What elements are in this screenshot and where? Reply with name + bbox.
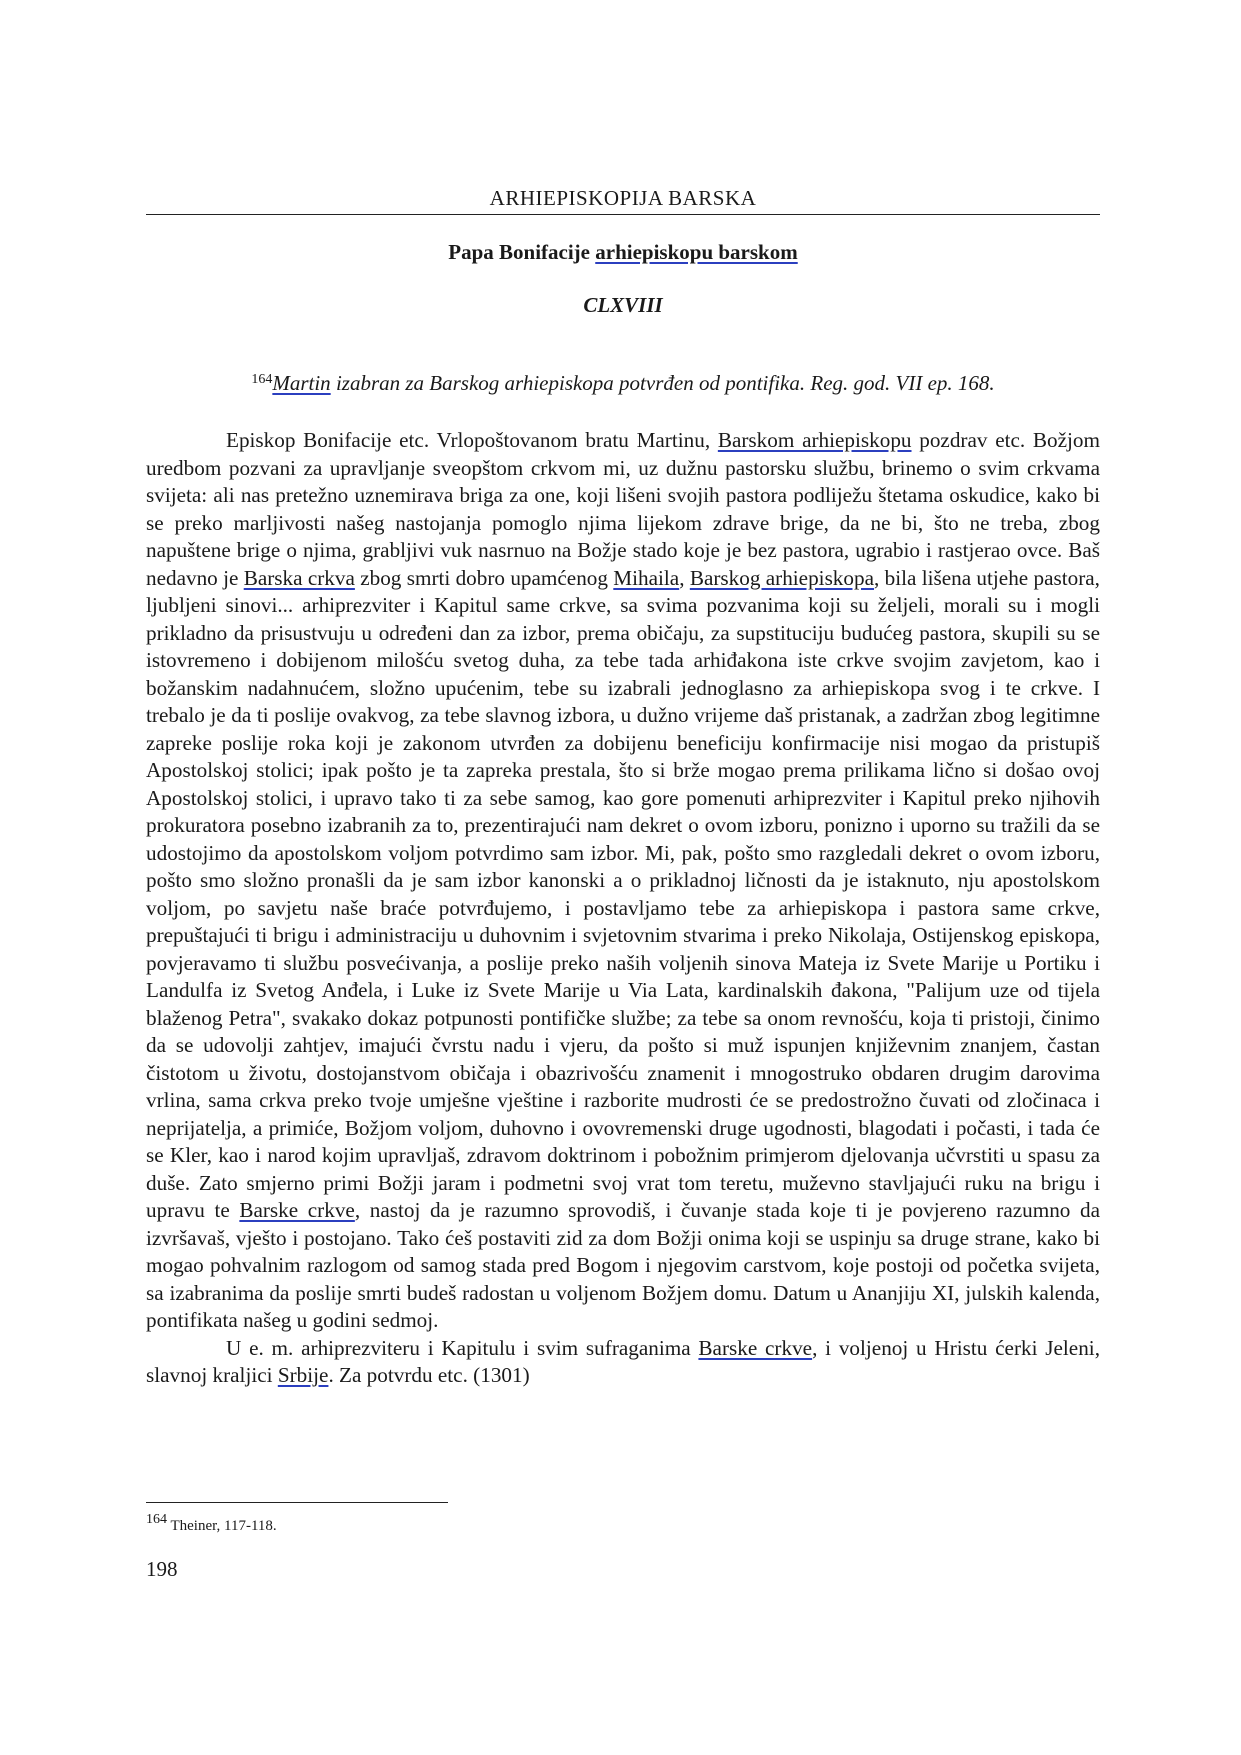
title-prefix: Papa Bonifacije	[448, 240, 596, 264]
document-summary	[146, 371, 1100, 396]
text-run: ,	[679, 565, 690, 590]
page-number: 198	[146, 1557, 178, 1581]
header-rule	[146, 214, 1100, 215]
text-run: , bila lišena utjehe pastora, ljubljeni sinovi... arhiprezviter i Kapitul same crkve, sa svima pozvanima koji su željeli, morali su i mogli prikladno da prisustvuju u određeni dan za izbor, prema običaju, za supstituciju budućeg pastora, skupili su se istovremeno i dobijenom milošću svetog duha, za tebe tada arhiđakona iste crkve svojim zavjetom, kao i božanskim nadahnućem, složno upućenim, tebe su izabrali jednoglasno za arhiepiskopa svog i te crkve. I trebalo je da ti poslije ovakvog, za tebe slavnog izbora, u dužno vrijeme daš pristanak, a zadržan zbog legitimne zapreke poslije roka koji je zakonom utvrđen za dobijenu beneficiju konfirmacije nisi mogao da pristupiš Apostolskoj stolici; ipak pošto je ta zapreka prestala, što si brže mogao prema prilikama lično si došao ovoj Apostolskoj stolici, i upravo tako ti za sebe samog, kao gore pomenuti arhiprezviter i Kapitul preko njihovih prokuratora posebno izabranih za to, prezentirajući nam dekret o ovom izboru, ponizno i uporno su tražili da se udostojimo da apostolskom voljom potvrdimo sam izbor. Mi, pak, pošto smo razgledali dekret o ovom izboru, pošto smo složno pronašli da je sam izbor kanonski a o prikladnoj ličnosti da je istaknuto, nju apostolskom voljom, po savjetu naše braće potvrđujemo, i postavljamo tebe za arhiepiskopa i pastora same crkve, prepuštajući ti brigu i administraciju u duhovnim i svjetovnim stvarima i preko Nikolaja, Ostijenskog episkopa, povjeravamo ti službu posvećivanja, a poslije preko naših voljenih sinova Mateja iz Svete Marije u Portiku i Landulfa iz Svetog Anđela, i Luke iz Svete Marije u Via Lata, kardinalskih đakona, "Palijum uze od tijela blaženog Petra", svakako dokaz potpunosti pontifičke službe; za tebe sa onom revnošću, koja ti pristoji, činimo da se udovolji zahtjev, imajući čvrstu nadu i vjeru, da pošto si muž ispunjen književnim znanjem, častan čistotom u životu, dostojanstvom običaja i obazrivošću znamenit i mnogostruko obdaren drugim darovima vrlina, sama crkva preko tvoje umješne vještine i razborite mudrosti će se predostrožno čuvati od zločinaca i neprijatelja, a primiće, Božjom voljom, duhovno i ovovremenski druge ugodnosti, blagodati i počasti, i tada će se Kler, kao i narod kojim upravljaš, zdravom doktrinom i pobožnim primjerom djelovanja učvrstiti u spasu za duše. Zato smjerno primi Božji jaram i podmetni svoj vrat tom teretu, muževno stavljajući ruku na brigu i upravu te	[146, 565, 1100, 1222]
summary-text: izabran za Barskog arhiepiskopa potvrđen od pontifika. Reg. god. VII ep. 168.	[330, 371, 995, 395]
body-text	[146, 427, 1100, 1390]
link-barske-crkve-2[interactable]: Barske crkve	[698, 1335, 813, 1360]
text-run: , i voljenoj u Hristu ćerki Jeleni, slavnoj kraljici	[146, 1335, 1100, 1387]
link-barska-crkva[interactable]: Barska crkva	[243, 565, 355, 590]
link-barske-crkve[interactable]: Barske crkve	[239, 1198, 355, 1222]
link-mihaila[interactable]: Mihaila	[613, 565, 680, 590]
footnote	[146, 1512, 1100, 1535]
summary-link-martin[interactable]: Martin	[272, 371, 331, 395]
footnote-mark: 164	[146, 1512, 167, 1527]
paragraph-letter	[146, 427, 1100, 1335]
text-run: U e. m. arhiprezviteru i Kapitulu i svim sufraganima	[226, 1335, 699, 1360]
text-run: zbog smrti dobro upamćenog	[354, 565, 614, 590]
document-title	[146, 240, 1100, 265]
text-run: . Za potvrdu etc. (1301)	[328, 1363, 530, 1387]
footnote-text: Theiner, 117-118.	[167, 1518, 277, 1534]
paragraph-addressees	[146, 1335, 1100, 1390]
footnote-reference[interactable]: 164	[251, 372, 273, 387]
running-title: ARHIEPISKOPIJA BARSKA	[489, 186, 757, 210]
title-link[interactable]: arhiepiskopu barskom	[595, 240, 798, 264]
link-barskom-arhiepiskopu[interactable]: Barskom arhiepiskopu	[717, 428, 912, 452]
document-number: CLXVIII	[583, 293, 663, 317]
text-run: pozdrav etc. Božjom uredbom pozvani za upravljanje sveopštom crkvom mi, uz dužnu pastorsku službu, brinemo o svim crkvama svijeta: ali nas pretežno uznemirava briga za one, koji lišeni svojih pastora podliježu štetama oskudice, kako bi se preko marljivosti našeg nastojanja pomoglo njima lijekom zdrave brige, da ne bi, što ne treba, zbog napuštene brige o njima, grabljivi vuk nasrnuo na Božje stado koje je bez pastora, ugrabio i rastjerao ovce. Baš nedavno je	[146, 428, 1100, 590]
footnote-rule	[146, 1502, 448, 1503]
link-srbije[interactable]: Srbije	[277, 1363, 329, 1387]
text-run: Episkop Bonifacije etc. Vrlopoštovanom bratu Martinu,	[226, 428, 718, 452]
link-barskog-arhiepiskopa[interactable]: Barskog arhiepiskopa	[689, 565, 874, 590]
text-run: , nastoj da je razumno sprovodiš, i čuvanje stada koje ti je povjereno razumno da izvršavaš, vješto i postojano. Tako ćeš postaviti zid za dom Božji onima koji se uspinju sa druge strane, kako bi mogao pohvalnim razlogom od samog stada pred Bogom i njegovim carstvom, koje postoji od početka svijeta, sa izabranima da poslije smrti budeš radostan u voljenom Božjem domu. Datum u Ananjiju XI, julskih kalenda, pontifikata našeg u godini sedmoj.	[146, 1198, 1101, 1332]
